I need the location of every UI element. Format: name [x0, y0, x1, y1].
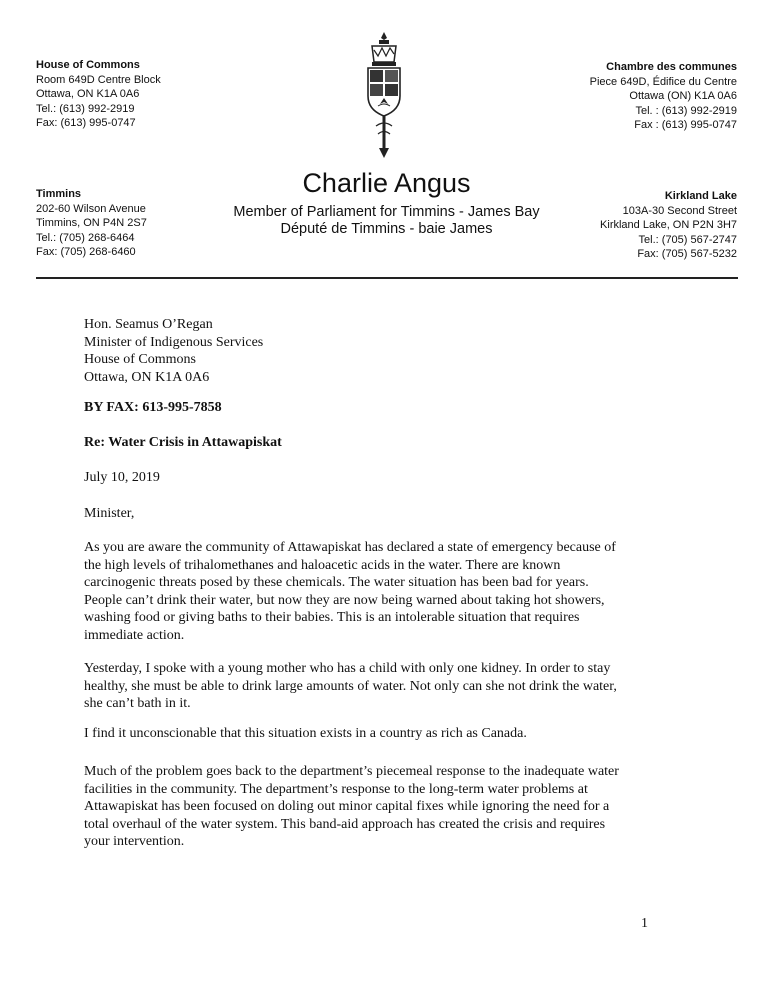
- paragraph-2: [84, 660, 684, 713]
- header-divider: [36, 277, 738, 279]
- address-title: Kirkland Lake: [664, 190, 737, 202]
- ottawa-address-en: [36, 58, 161, 131]
- letter-date: July 10, 2019: [84, 470, 160, 485]
- paragraph-1: [84, 539, 684, 644]
- subject-line: Re: Water Crisis in Attawapiskat: [84, 435, 282, 450]
- address-line: Kirkland Lake, ON P2N 3H7: [600, 219, 737, 231]
- address-line: Fax: (705) 268-6460: [36, 246, 136, 258]
- address-line: Timmins, ON P4N 2S7: [36, 217, 147, 229]
- paragraph-line: your intervention.: [84, 834, 185, 849]
- address-line: Room 649D Centre Block: [36, 73, 161, 86]
- paragraph-3: [84, 725, 684, 743]
- address-line: 103A-30 Second Street: [622, 204, 737, 217]
- address-line: Tel.: (613) 992-2919: [36, 102, 135, 115]
- paragraph-line: I find it unconscionable that this situation exists in a country as rich as Canada.: [84, 726, 527, 741]
- ottawa-address-fr: [590, 60, 737, 133]
- recipient-line: Ottawa, ON K1A 0A6: [84, 369, 210, 385]
- address-title: House of Commons: [36, 59, 140, 71]
- address-line: Fax: (705) 567-5232: [637, 248, 737, 260]
- fax-line: BY FAX: 613-995-7858: [84, 400, 222, 415]
- address-title: Timmins: [36, 188, 82, 200]
- address-line: Ottawa, ON K1A 0A6: [36, 88, 140, 100]
- recipient-line: Minister of Indigenous Services: [84, 334, 264, 350]
- mp-title-en: Member of Parliament for Timmins - James Bay: [233, 204, 540, 220]
- recipient-line: Hon. Seamus O’Regan: [84, 317, 213, 332]
- mp-name: Charlie Angus: [302, 168, 471, 198]
- address-line: Tel.: (705) 567-2747: [638, 233, 737, 246]
- address-line: Fax: (613) 995-0747: [36, 117, 136, 129]
- recipient-address: [84, 316, 684, 386]
- paragraph-line: healthy, she must be able to drink large amounts of water. Not only can she not drink the water,: [84, 678, 617, 694]
- paragraph-line: As you are aware the community of Attawapiskat has declared a state of emergency because of: [84, 540, 616, 555]
- paragraph-line: carcinogenic threats posed by these chemicals. The water situation has been bad for years.: [84, 575, 589, 590]
- paragraph-line: washing food or giving baths to their babies. This is an intolerable situation that requires: [84, 610, 580, 625]
- address-line: Tel. : (613) 992-2919: [635, 104, 737, 117]
- paragraph-line: she can’t bath in it.: [84, 696, 191, 711]
- house-of-commons-crest-icon: [358, 30, 410, 162]
- recipient-line: House of Commons: [84, 352, 196, 367]
- salutation: Minister,: [84, 506, 135, 521]
- paragraph-line: People can’t drink their water, but now they are now being warned about taking hot showers,: [84, 592, 605, 608]
- paragraph-line: facilities in the community. The department’s response to the long-term water problems at: [84, 781, 588, 797]
- address-line: Tel.: (705) 268-6464: [36, 231, 135, 244]
- address-line: 202-60 Wilson Avenue: [36, 202, 146, 215]
- page-number: 1: [641, 916, 648, 931]
- address-title: Chambre des communes: [606, 61, 737, 73]
- paragraph-line: Attawapiskat has been focused on doling out minor capital fixes while ignoring the need for a: [84, 799, 610, 814]
- paragraph-line: Yesterday, I spoke with a young mother who has a child with only one kidney. In order to stay: [84, 661, 611, 676]
- paragraph-line: Much of the problem goes back to the department’s piecemeal response to the inadequate water: [84, 764, 619, 779]
- address-line: Piece 649D, Édifice du Centre: [589, 75, 737, 88]
- address-line: Fax : (613) 995-0747: [634, 119, 737, 131]
- paragraph-line: immediate action.: [84, 627, 185, 643]
- address-line: Ottawa (ON) K1A 0A6: [629, 90, 737, 102]
- mp-title-fr: Député de Timmins - baie James: [280, 221, 493, 237]
- paragraph-4: [84, 763, 684, 851]
- paragraph-line: total overhaul of the water system. This band-aid approach has created the crisis and requires: [84, 816, 606, 832]
- paragraph-line: the high levels of trihalomethanes and haloacetic acids in the water. There are known: [84, 557, 561, 573]
